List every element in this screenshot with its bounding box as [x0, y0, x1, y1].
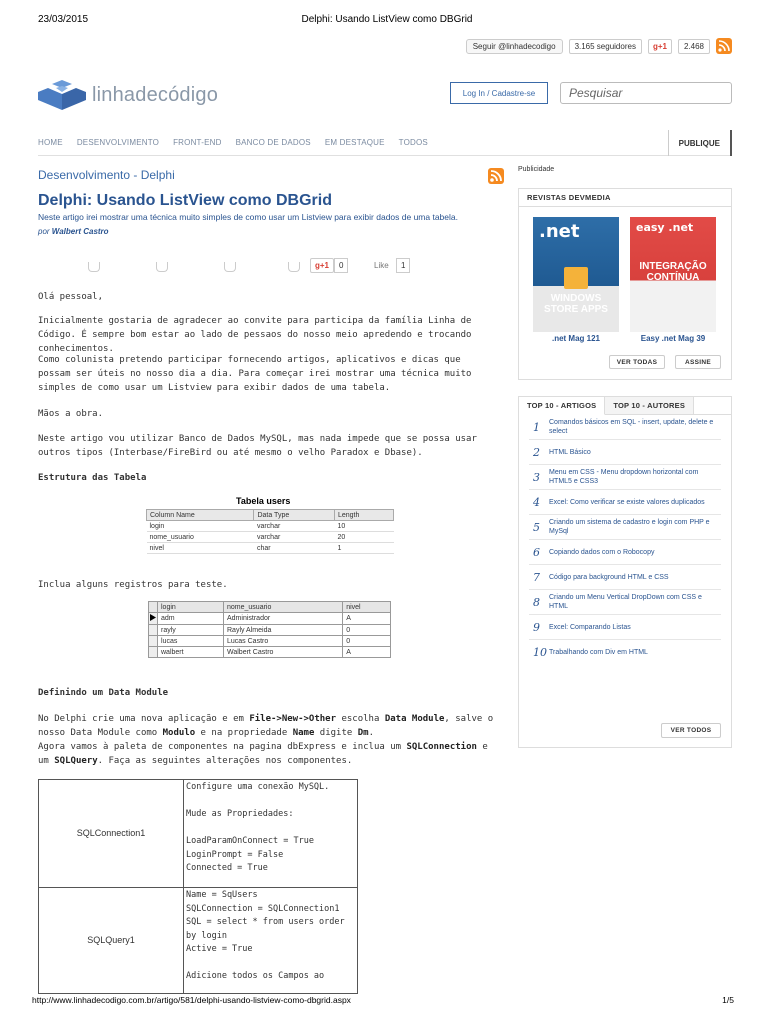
text-run: No Delphi crie uma nova aplicação e em	[38, 714, 250, 724]
article-lead: Neste artigo irei mostrar uma técnica muito simples de como usar um Listview para exibir dados de uma tabela.	[38, 212, 458, 222]
table-cell: login	[147, 521, 254, 532]
table-cell: 0	[343, 625, 391, 636]
shopping-bag-icon	[564, 267, 588, 289]
magazine-cover-net[interactable]	[533, 217, 619, 332]
component-name: SQLConnection1	[39, 780, 184, 888]
text-run: .	[368, 728, 374, 738]
row-indicator	[149, 647, 158, 658]
mag-headline	[537, 267, 615, 315]
table-cell: 1	[334, 543, 393, 554]
column-header: Length	[334, 510, 393, 521]
social-bar	[466, 38, 732, 54]
magazine-cover-easy-net[interactable]	[630, 217, 716, 332]
article-link[interactable]: Excel: Como verificar se existe valores duplicados	[549, 498, 705, 506]
property-line	[186, 822, 355, 836]
row-indicator-header	[149, 602, 158, 613]
list-item[interactable]	[529, 590, 721, 615]
breadcrumb-desenvolvimento[interactable]: Desenvolvimento	[38, 168, 131, 182]
author-prefix: por	[38, 227, 52, 236]
list-item[interactable]	[529, 465, 721, 490]
column-header: login	[158, 602, 224, 613]
article-link[interactable]: Código para background HTML e CSS	[549, 573, 669, 581]
top10-tabs	[519, 397, 731, 415]
table-cell: 0	[343, 636, 391, 647]
property-line: Adicione todos os Campos ao	[186, 971, 325, 981]
column-header: nivel	[343, 602, 391, 613]
print-url: http://www.linhadecodigo.com.br/artigo/581/delphi-usando-listview-como-dbgrid.aspx	[32, 995, 351, 1005]
text-bold: SQLConnection	[406, 742, 477, 752]
property-line: LoginPrompt = False	[186, 849, 284, 860]
print-page-number: 1/5	[722, 995, 734, 1005]
text-bold: Data Module	[384, 714, 445, 724]
list-item[interactable]	[529, 415, 721, 440]
property-line: SQLConnection = SQLConnection1	[186, 903, 340, 914]
table-cell: 20	[334, 532, 393, 543]
component-properties-table	[38, 779, 358, 994]
like-label[interactable]: Like	[374, 261, 389, 270]
rank-number: 7	[533, 570, 540, 584]
text-bold: SQLQuery	[54, 756, 98, 766]
mag-headline: INTEGRAÇÃO CONTÍNUA	[639, 261, 707, 283]
advertising-label: Publicidade	[518, 166, 555, 173]
list-item[interactable]	[529, 440, 721, 465]
table-cell: 10	[334, 521, 393, 532]
breadcrumb	[38, 168, 175, 182]
text-run: e um	[38, 742, 488, 766]
article-link[interactable]: Copiando dados com o Robocopy	[549, 548, 655, 556]
share-gplus-button[interactable]: g+1	[310, 258, 334, 273]
logo-text: linhadecódigo	[92, 83, 219, 106]
list-item[interactable]	[529, 540, 721, 565]
table-cell: Administrador	[224, 613, 343, 625]
article-link[interactable]: Comandos básicos em SQL - insert, update, delete e select	[549, 419, 714, 435]
article-link[interactable]: Trabalhando com Div em HTML	[549, 649, 648, 656]
gplus-button[interactable]: g+1	[648, 39, 672, 54]
mag-brand: .net	[539, 221, 580, 242]
table-row	[39, 888, 358, 994]
section-heading: Estrutura das Tabela	[38, 473, 147, 483]
article-link[interactable]: Criando um sistema de cadastro e login com PHP e MySql	[549, 519, 710, 535]
login-button[interactable]: Log In / Cadastre-se	[450, 82, 548, 104]
author-link[interactable]: Walbert Castro	[51, 227, 109, 236]
table-users-title: Tabela users	[236, 496, 291, 506]
twitter-follow-label: Seguir @linhadecodigo	[472, 41, 556, 51]
share-gplus-count: 0	[334, 258, 348, 273]
logo-icon	[38, 80, 86, 110]
article-author	[38, 227, 109, 236]
mag-caption[interactable]: Easy .net Mag 39	[640, 334, 706, 343]
row-indicator-icon	[149, 613, 158, 625]
article-link[interactable]: Menu em CSS - Menu dropdown horizontal com HTML5 e CSS3	[549, 469, 699, 485]
property-line: LoadParamOnConnect = True	[186, 836, 314, 846]
rank-number: 1	[533, 420, 540, 434]
breadcrumb-separator: -	[130, 168, 141, 182]
share-widget-icon[interactable]	[156, 262, 168, 272]
table-cell: Walbert Castro	[224, 647, 343, 658]
paragraph	[38, 712, 498, 740]
text-run: . Faça as seguintes alterações nos componentes.	[97, 756, 353, 766]
article-link[interactable]: HTML Básico	[549, 448, 591, 456]
table-row	[149, 636, 391, 647]
records-grid	[148, 601, 391, 658]
table-cell: Rayly Almeida	[224, 625, 343, 636]
print-header	[38, 14, 736, 28]
share-widget-icon[interactable]	[88, 262, 100, 272]
ver-todas-button[interactable]: VER TODAS	[609, 355, 665, 369]
table-cell: char	[254, 543, 335, 554]
row-indicator	[149, 625, 158, 636]
table-row	[149, 613, 391, 625]
nav-item-banco-de-dados[interactable]: BANCO DE DADOS	[235, 138, 311, 147]
breadcrumb-delphi[interactable]: Delphi	[140, 168, 175, 182]
paragraph	[38, 740, 498, 768]
table-row	[39, 780, 358, 888]
list-item[interactable]	[529, 515, 721, 540]
table-users-structure	[146, 509, 394, 554]
article-link[interactable]: Criando um Menu Vertical DropDown com CSS e HTML	[549, 594, 702, 610]
nav-item-desenvolvimento[interactable]: DESENVOLVIMENTO	[76, 138, 160, 147]
text-run: Agora vamos à paleta de componentes na pagina dbExpress e inclua um	[38, 742, 407, 752]
property-line: Active = True	[186, 944, 253, 954]
component-name: SQLQuery1	[39, 888, 184, 994]
revistas-panel	[518, 188, 732, 380]
paragraph: Inclua alguns registros para teste.	[38, 580, 228, 590]
text-bold: Modulo	[162, 728, 196, 738]
nav-item-home[interactable]: HOME	[38, 138, 63, 147]
text-bold: Dm	[357, 728, 369, 738]
share-widget-icon[interactable]	[288, 262, 300, 272]
table-cell: rayly	[158, 625, 224, 636]
property-line: Name = SqUsers	[186, 890, 258, 900]
gplus-count: 2.468	[678, 39, 710, 54]
table-cell: varchar	[254, 521, 335, 532]
article-title: Delphi: Usando ListView como DBGrid	[38, 192, 332, 209]
rank-number: 6	[533, 545, 540, 559]
text-run: digite	[314, 728, 358, 738]
property-line	[186, 957, 355, 971]
top10-panel	[518, 396, 732, 748]
paragraph: Olá pessoal,	[38, 292, 104, 302]
row-indicator	[149, 636, 158, 647]
table-cell: nivel	[147, 543, 254, 554]
rank-number: 5	[533, 520, 540, 534]
rank-number: 4	[533, 495, 540, 509]
print-title: Delphi: Usando ListView como DBGrid	[301, 14, 473, 25]
component-properties	[184, 780, 358, 888]
main-nav	[38, 130, 732, 156]
rank-number: 8	[533, 595, 540, 609]
table-row	[147, 532, 394, 543]
property-line: Mude as Propriedades:	[186, 809, 294, 819]
twitter-follow-button[interactable]	[466, 39, 563, 54]
rank-number: 10	[533, 646, 547, 659]
top10-list	[519, 415, 731, 665]
paragraph: Neste artigo vou utilizar Banco de Dados MySQL, mas nada impede que se possa usar outros tipos (Interbase/FireBird ou até mesmo o velho Paradox e Dbase).	[38, 434, 477, 458]
followers-count: 3.165 seguidores	[569, 39, 642, 54]
table-row	[149, 625, 391, 636]
tab-top10-autores[interactable]: TOP 10 - AUTORES	[605, 397, 694, 414]
search-input[interactable]: Pesquisar	[560, 82, 732, 104]
list-item[interactable]	[529, 615, 721, 640]
tab-top10-artigos[interactable]: TOP 10 - ARTIGOS	[519, 397, 605, 415]
article-link[interactable]: Excel: Comparando Listas	[549, 623, 631, 631]
share-row	[88, 258, 418, 274]
paragraph: Inicialmente gostaria de agradecer ao convite para participa da família Linha de Código. É sempre bom estar ao lado de pessaos do nosso meio apredendo e trocando conhecimentos.	[38, 316, 472, 354]
table-cell: walbert	[158, 647, 224, 658]
table-row	[147, 543, 394, 554]
like-count: 1	[396, 258, 410, 273]
text-run: e na propriedade	[195, 728, 293, 738]
list-item[interactable]	[529, 640, 721, 665]
column-header: Column Name	[147, 510, 254, 521]
table-cell: A	[343, 647, 391, 658]
property-line: SQL = select * from users order by login	[186, 917, 345, 941]
text-run: escolha	[336, 714, 385, 724]
assine-button[interactable]: ASSINE	[675, 355, 721, 369]
mag-brand: easy .net	[636, 221, 694, 234]
rank-number: 3	[533, 470, 540, 484]
column-header: nome_usuario	[224, 602, 343, 613]
list-item[interactable]	[529, 565, 721, 590]
paragraph: Como colunista pretendo participar fornecendo artigos, aplicativos e dicas que possam ser úteis no nosso dia a dia. Para começar irei mostrar uma técnica muito simples de como usar um Listview para exibir dados de uma tabela.	[38, 355, 472, 393]
rss-icon[interactable]	[716, 38, 732, 54]
text-run: , salve o nosso Data Module como	[38, 714, 494, 738]
section-heading: Definindo um Data Module	[38, 688, 169, 698]
nav-item-todos[interactable]: TODOS	[398, 138, 428, 147]
table-cell: lucas	[158, 636, 224, 647]
rss-icon[interactable]	[488, 168, 504, 184]
column-header: Data Type	[254, 510, 335, 521]
site-logo[interactable]	[38, 80, 218, 110]
rank-number: 9	[533, 620, 540, 634]
revistas-title: REVISTAS DEVMEDIA	[519, 189, 731, 207]
ver-todos-button[interactable]: VER TODOS	[661, 723, 721, 738]
rank-number: 2	[533, 445, 540, 459]
table-cell: adm	[158, 613, 224, 625]
table-cell: A	[343, 613, 391, 625]
table-row	[147, 521, 394, 532]
property-line: Configure uma conexão MySQL.	[186, 782, 330, 792]
print-date: 23/03/2015	[38, 14, 89, 25]
mag-headline-text: WINDOWS STORE APPS	[544, 293, 608, 315]
table-row	[149, 647, 391, 658]
table-cell: Lucas Castro	[224, 636, 343, 647]
table-cell: nome_usuario	[147, 532, 254, 543]
share-widget-icon[interactable]	[224, 262, 236, 272]
nav-item-em-destaque[interactable]: EM DESTAQUE	[324, 138, 385, 147]
property-line: Connected = True	[186, 863, 268, 873]
property-line	[186, 795, 355, 809]
publique-button[interactable]: PUBLIQUE	[668, 130, 732, 156]
list-item[interactable]	[529, 490, 721, 515]
nav-item-front-end[interactable]: FRONT-END	[173, 138, 222, 147]
text-bold: Name	[292, 728, 315, 738]
component-properties	[184, 888, 358, 994]
text-bold: File->New->Other	[249, 714, 337, 724]
table-cell: varchar	[254, 532, 335, 543]
mag-caption[interactable]: .net Mag 121	[551, 334, 600, 343]
paragraph: Mãos a obra.	[38, 409, 104, 419]
